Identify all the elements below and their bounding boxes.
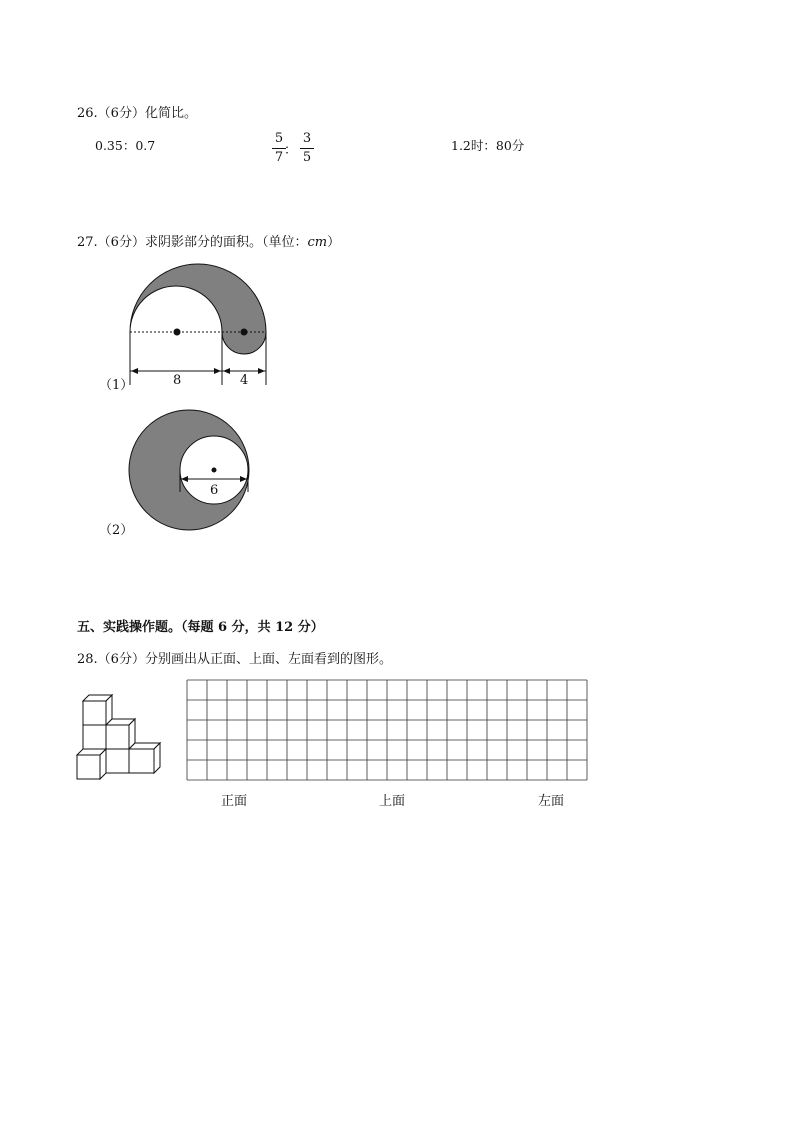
fraction-numerator: 5 <box>274 131 284 146</box>
view-label-top: 上面 <box>379 794 406 809</box>
figure-2-label: （2） <box>99 523 134 538</box>
fraction-numerator: 3 <box>302 131 312 146</box>
fraction-denominator: 5 <box>302 150 312 165</box>
q27-unit: cm <box>307 235 328 250</box>
fraction-denominator: 7 <box>274 150 284 165</box>
view-label-front: 正面 <box>221 794 248 809</box>
q26-item-1: 0.35：0.7 <box>95 138 156 153</box>
figure-2-dim-6: 6 <box>210 483 219 498</box>
q26-item-3: 1.2时：80分 <box>451 138 525 153</box>
q28-title: 28.（6分）分别画出从正面、上面、左面看到的图形。 <box>77 652 392 667</box>
ratio-colon: ： <box>284 143 298 158</box>
q27-title-end: ） <box>327 235 341 250</box>
q26-title: 26.（6分）化简比。 <box>77 106 197 121</box>
view-label-left: 左面 <box>538 794 565 809</box>
figure-1-dim-8: 8 <box>173 373 182 388</box>
figure-1-label: （1） <box>99 378 134 393</box>
figure-1-dim-4: 4 <box>240 373 249 388</box>
q27-title-text: 27.（6分）求阴影部分的面积。（单位： <box>77 235 308 250</box>
section-5-heading: 五、实践操作题。（每题 6 分，共 12 分） <box>77 620 324 635</box>
